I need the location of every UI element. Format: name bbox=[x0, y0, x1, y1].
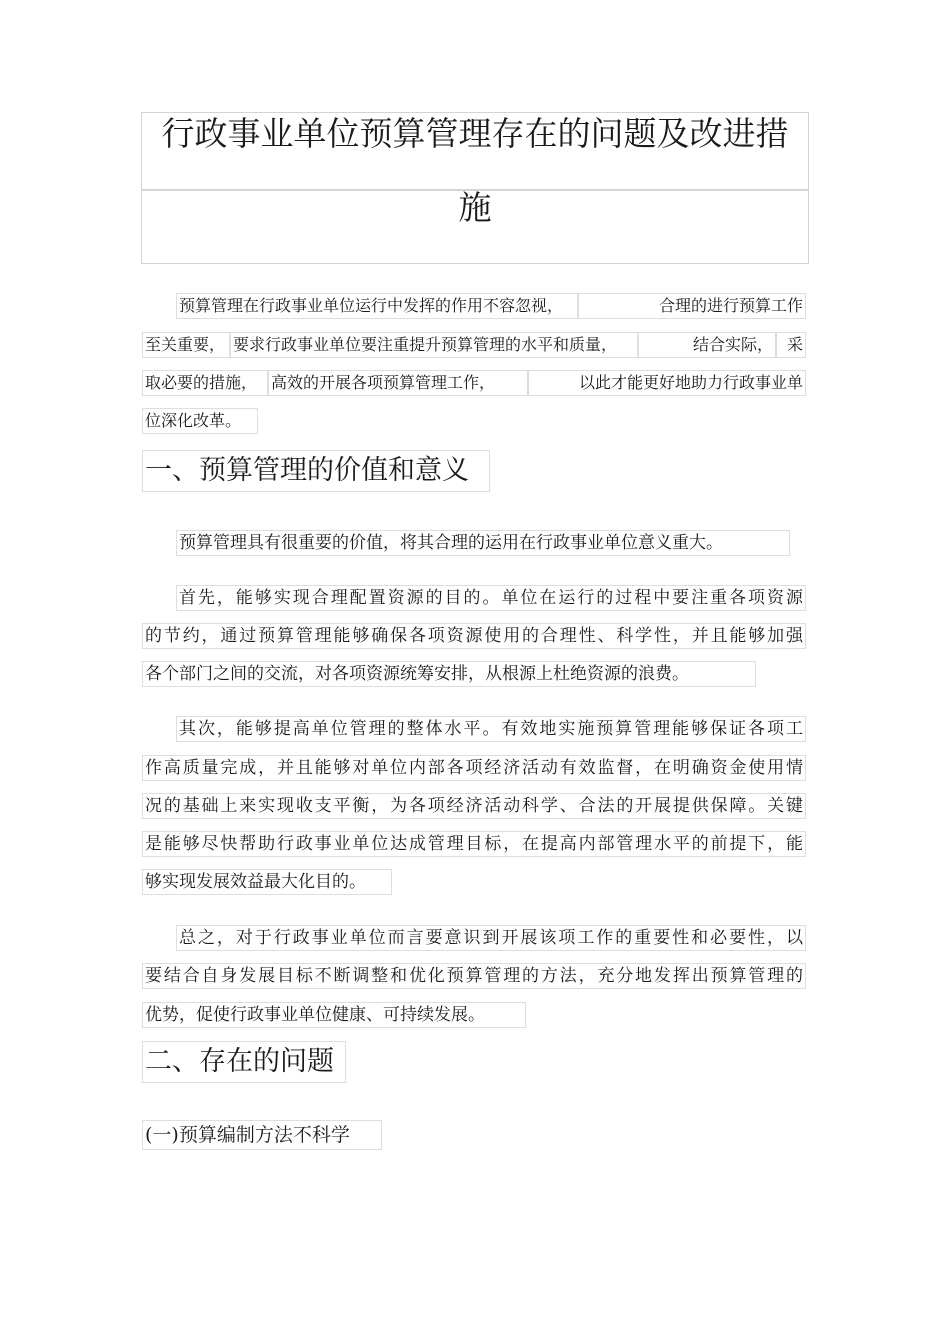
s1-p2-line-3: 各个部门之间的交流，对各项资源统筹安排，从根源上杜绝资源的浪费。 bbox=[142, 661, 756, 687]
title-line-1: 行政事业单位预算管理存在的问题及改进措 bbox=[161, 114, 789, 153]
s1-p2-line-2: 的节约，通过预算管理能够确保各项资源使用的合理性、科学性，并且能够加强 bbox=[142, 623, 806, 649]
s1-p3-line-3: 况的基础上来实现收支平衡，为各项经济活动科学、合法的开展提供保障。关键 bbox=[142, 793, 806, 819]
page-title bbox=[141, 110, 809, 260]
abstract-line-2b: 要求行政事业单位要注重提升预算管理的水平和质量， bbox=[230, 332, 638, 358]
abstract-line-1a: 预算管理在行政事业单位运行中发挥的作用不容忽视， bbox=[176, 293, 578, 319]
s1-p4-line-2: 要结合自身发展目标不断调整和优化预算管理的方法，充分地发挥出预算管理的 bbox=[142, 963, 806, 989]
s1-p3-line-2: 作高质量完成，并且能够对单位内部各项经济活动有效监督，在明确资金使用情 bbox=[142, 755, 806, 781]
s1-p2-line-1: 首先，能够实现合理配置资源的目的。单位在运行的过程中要注重各项资源 bbox=[176, 585, 806, 611]
s1-p4-line-1: 总之，对于行政事业单位而言要意识到开展该项工作的重要性和必要性，以 bbox=[176, 925, 806, 951]
abstract-line-3c: 以此才能更好地助力行政事业单 bbox=[528, 370, 806, 396]
s1-p3-line-1: 其次，能够提高单位管理的整体水平。有效地实施预算管理能够保证各项工 bbox=[176, 716, 806, 742]
s1-p1-line-1: 预算管理具有很重要的价值，将其合理的运用在行政事业单位意义重大。 bbox=[176, 530, 790, 556]
title-line-2: 施 bbox=[458, 188, 492, 227]
abstract-line-2c: 结合实际， bbox=[638, 332, 776, 358]
abstract-line-3b: 高效的开展各项预算管理工作， bbox=[268, 370, 528, 396]
abstract-line-2a: 至关重要， bbox=[142, 332, 230, 358]
abstract-line-4: 位深化改革。 bbox=[142, 408, 258, 434]
abstract-line-3a: 取必要的措施， bbox=[142, 370, 268, 396]
abstract-line-2d: 采 bbox=[776, 332, 806, 358]
s1-p3-line-5: 够实现发展效益最大化目的。 bbox=[142, 869, 392, 895]
section-heading-2: 二、存在的问题 bbox=[142, 1041, 346, 1083]
s1-p3-line-4: 是能够尽快帮助行政事业单位达成管理目标，在提高内部管理水平的前提下，能 bbox=[142, 831, 806, 857]
subheading-1: (一)预算编制方法不科学 bbox=[142, 1120, 382, 1150]
s1-p4-line-3: 优势，促使行政事业单位健康、可持续发展。 bbox=[142, 1002, 526, 1028]
abstract-line-1b: 合理的进行预算工作 bbox=[578, 293, 806, 319]
section-heading-1: 一、预算管理的价值和意义 bbox=[142, 450, 490, 492]
